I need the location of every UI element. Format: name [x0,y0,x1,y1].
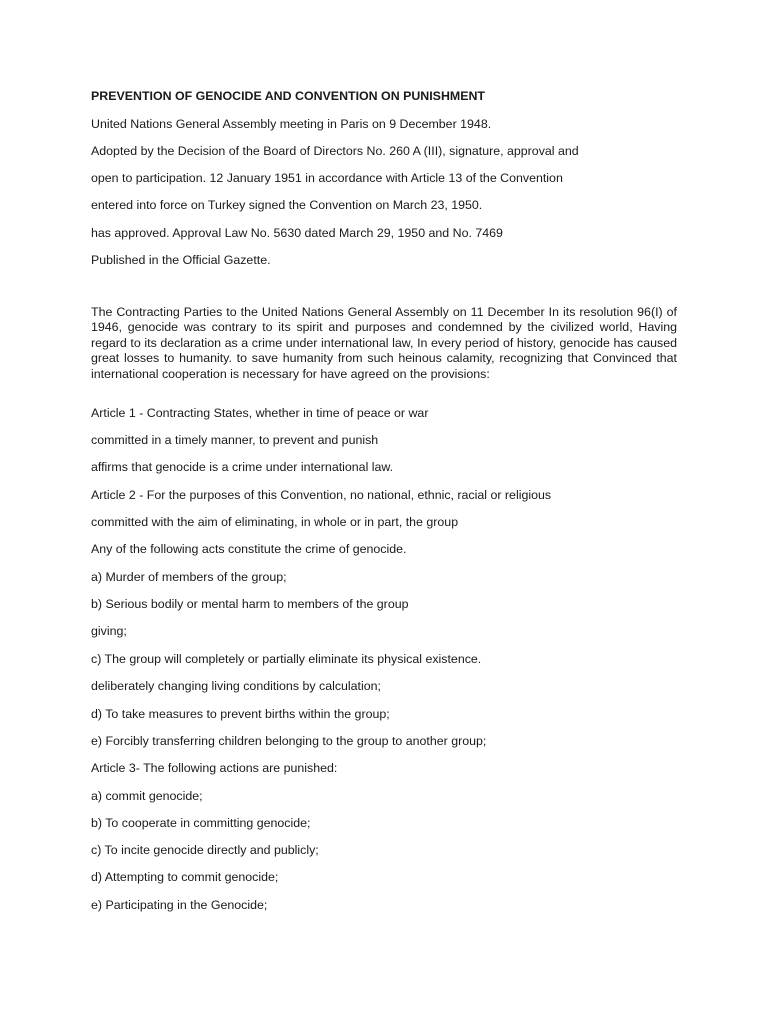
body-line: a) commit genocide; [91,789,203,803]
body-line: e) Participating in the Genocide; [91,898,268,912]
body-line: c) The group will completely or partially eliminate its physical existence. [91,652,482,666]
body-line: giving; [91,624,127,638]
body-line: d) Attempting to commit genocide; [91,870,279,884]
body-line: e) Forcibly transferring children belonging to the group to another group; [91,734,487,748]
body-line: affirms that genocide is a crime under international law. [91,460,394,474]
header-line: Adopted by the Decision of the Board of Directors No. 260 A (III), signature, approval and [91,144,579,158]
body-line: d) To take measures to prevent births within the group; [91,707,390,721]
body-line: Article 2 - For the purposes of this Convention, no national, ethnic, racial or religious [91,488,552,502]
header-line: United Nations General Assembly meeting in Paris on 9 December 1948. [91,117,492,131]
body-line: committed in a timely manner, to prevent and punish [91,433,379,447]
header-line: has approved. Approval Law No. 5630 dated March 29, 1950 and No. 7469 [91,226,503,240]
body-line: committed with the aim of eliminating, in whole or in part, the group [91,515,459,529]
body-line: a) Murder of members of the group; [91,570,287,584]
body-line: c) To incite genocide directly and publicly; [91,843,319,857]
body-line: b) To cooperate in committing genocide; [91,816,311,830]
header-line: Published in the Official Gazette. [91,253,271,267]
body-line: b) Serious bodily or mental harm to members of the group [91,597,409,611]
preamble-paragraph: The Contracting Parties to the United Nations General Assembly on 11 December In its resolution 96(I) of 1946, genocide was contrary to its spirit and purposes and condemned by the civilized world, Having regard to its declaration as a crime under international law, In every period of history, genocide has caused great losses to humanity. to save humanity from such heinous calamity, recognizing that Convinced that international cooperation is necessary for have agreed on the provisions: [91,305,677,381]
header-line: open to participation. 12 January 1951 in accordance with Article 13 of the Convention [91,171,563,185]
document-title: PREVENTION OF GENOCIDE AND CONVENTION ON PUNISHMENT [91,89,486,103]
body-line: Article 1 - Contracting States, whether in time of peace or war [91,406,429,420]
header-line: entered into force on Turkey signed the Convention on March 23, 1950. [91,198,483,212]
body-line: Any of the following acts constitute the crime of genocide. [91,542,407,556]
body-line: Article 3- The following actions are punished: [91,761,338,775]
body-line: deliberately changing living conditions by calculation; [91,679,381,693]
